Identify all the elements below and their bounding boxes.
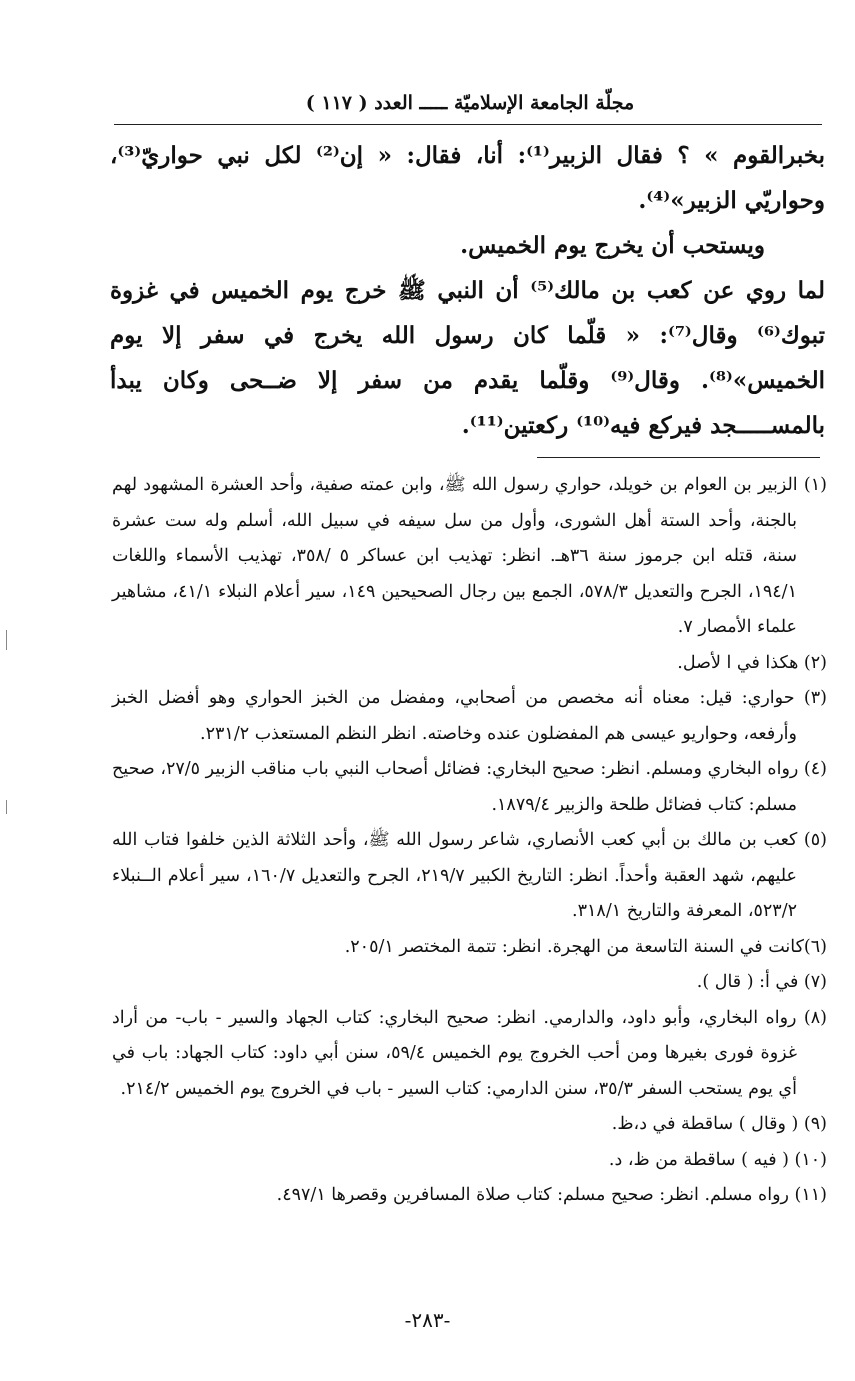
paragraph: بخبرالقوم » ؟ فقال الزبير⁽¹⁾: أنا، فقال: « إن⁽²⁾ لكل نبي حواريّ⁽³⁾، وحواريّي الزبير»⁽⁴⁾. [110,142,826,214]
footnote: (٢) هكذا في ا لأصل. [677,652,827,673]
page-number: -٢٨٣- [404,1308,451,1332]
scan-artifact [6,630,7,650]
footnote: (٨) رواه البخاري، وأبو داود، والدارمي. انظر: صحيح البخاري: كتاب الجهاد والسير - باب- من أراد غزوة فورى بغيرها ومن أحب الخروج يوم الخميس ٥٩/٤، سنن أبي داود: كتاب الجهاد: باب في أي يوم يستحب السفر ٣٥/٣، سنن الدارمي: كتاب السير - باب في الخروج يوم الخميس ٢١٤/٢. [112,1007,827,1099]
footnotes [112,468,827,1214]
footnote: (٤) رواه البخاري ومسلم. انظر: صحيح البخاري: فضائل أصحاب النبي باب مناقب الزبير ٢٧/٥، صحيح مسلم: كتاب فضائل طلحة والزبير ١٨٧٩/٤. [112,759,827,815]
footnote: (٦)كانت في السنة التاسعة من الهجرة. انظر: تتمة المختصر ٢٠٥/١. [344,936,827,957]
running-head: مجلّة الجامعة الإسلاميّة ـــــ العدد ( ١١٧ ) [305,92,635,114]
footnote: (٥) كعب بن مالك بن أبي كعب الأنصاري، شاعر رسول الله ﷺ، وأحد الثلاثة الذين خلفوا فتاب الله عليهم، شهد العقبة وأحداً. انظر: التاريخ الكبير ٢١٩/٧، الجرح والتعديل ١٦٠/٧، سير أعلام الــنبلاء ٥٢٣/٢، المعرفة والتاريخ ٣١٨/١. [112,830,827,921]
main-text [110,133,825,448]
scan-artifact [6,800,7,814]
paragraph: لما روي عن كعب بن مالك⁽⁵⁾ أن النبي ﷺ خرج يوم الخميس في غزوة تبوك⁽⁶⁾ وقال⁽⁷⁾: « قلّما كان رسول الله يخرج في سفر إلا يوم الخميس»⁽⁸⁾. وقال⁽⁹⁾ وقلّما يقدم من سفر إلا ضــحى وكان يبدأ بالمســـــجد فيركع فيه⁽¹⁰⁾ ركعتين⁽¹¹⁾. [110,277,825,439]
header-rule [114,124,822,125]
footnote: (١٠) ( فيه ) ساقطة من ظ، د. [608,1149,827,1170]
footnote: (٣) حواري: قيل: معناه أنه مخصص من أصحابي، ومفضل من الخبز الحواري وهو أفضل الخبز وأرفعه، وحواريو عيسى هم المفضلون عنده وخاصته. انظر النظم المستعذب ٢٣١/٢. [112,688,827,744]
footnote-separator [537,457,820,458]
footnote: (٧) في أ: ( قال ). [696,972,827,992]
paragraph: ويستحب أن يخرج يوم الخميس. [460,232,765,259]
footnote: (١١) رواه مسلم. انظر: صحيح مسلم: كتاب صلاة المسافرين وقصرها ٤٩٧/١. [276,1185,827,1205]
footnote: (٩) ( وقال ) ساقطة في د،ظ. [611,1114,827,1134]
footnote: (١) الزبير بن العوام بن خويلد، حواري رسول الله ﷺ، وابن عمته صفية، وأحد العشرة المشهود لهم بالجنة، وأحد الستة أهل الشورى، وأول من سل سيفه في سبيل الله، أسلم وله ست عشرة سنة، قتله ابن جرموز سنة ٣٦هـ. انظر: تهذيب ابن عساكر ٥ /٣٥٨، تهذيب الأسماء واللغات ١٩٤/١، الجرح والتعديل ٥٧٨/٣، الجمع بين رجال الصحيحين ١٤٩، سير أعلام النبلاء ٤١/١، مشاهير علماء الأمصار ٧. [112,475,827,637]
